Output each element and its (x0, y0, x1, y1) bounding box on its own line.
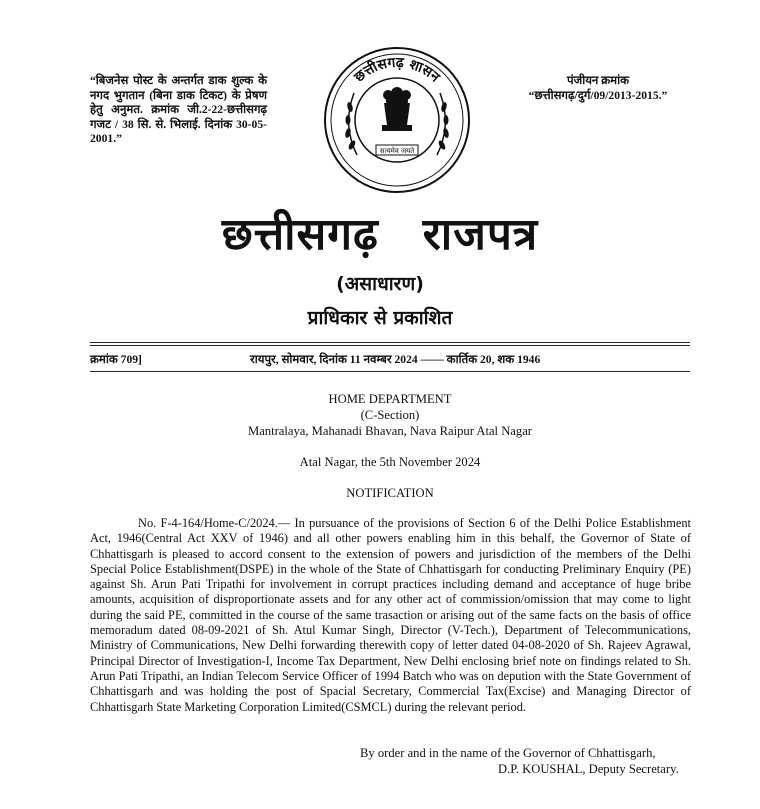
signatory: D.P. KOUSHAL, Deputy Secretary. (498, 762, 679, 776)
issue-place-date: रायपुर, सोमवार, दिनांक 11 नवम्बर 2024 —— कार्तिक 20, शक 1946 (250, 353, 541, 366)
dateline: Atal Nagar, the 5th November 2024 (299, 455, 481, 469)
svg-text:छत्तीसगढ़ शासन (351, 55, 444, 87)
state-emblem-seal (322, 45, 472, 195)
seal-title: छत्तीसगढ़ शासन (351, 54, 443, 86)
gazette-title-word1: छत्तीसगढ़ (221, 209, 379, 260)
top-divider-thin (90, 345, 690, 346)
signoff-line: By order and in the name of the Governor of Chhattisgarh, (360, 746, 656, 760)
postal-permit-note: “बिजनेस पोस्ट के अन्तर्गत डाक शुल्क के नगद भुगतान (बिना डाक टिकट) के प्रेषण हेतु अनुमत. क्रमांक जी.2-22-छत्तीसगढ़ गजट / 38 सि. से. भिलाई. दिनांक 30-05-2001.” (90, 74, 267, 146)
registration-label: पंजीयन क्रमांक (567, 74, 629, 87)
registration-block (508, 74, 688, 103)
bottom-divider (90, 371, 690, 372)
gazette-title (0, 202, 760, 262)
emblem-icon (322, 45, 472, 195)
notification-heading: NOTIFICATION (346, 486, 434, 500)
department-heading: HOME DEPARTMENT (328, 392, 452, 406)
section-heading: (C-Section) (360, 408, 420, 422)
office-address: Mantralaya, Mahanadi Bhavan, Nava Raipur Atal Nagar (248, 424, 532, 438)
gazette-title-word2: राजपत्र (422, 209, 539, 260)
registration-number: “छत्तीसगढ़/दुर्ग/09/2013-2015.” (528, 88, 668, 102)
notification-body: No. F-4-164/Home-C/2024.— In pursuance of the provisions of Section 6 of the Delhi Police Establishment Act, 1946(Central Act XXV of 1946) and all other powers enabling him in this behalf, the Governor of State of Chhattisgarh is pleased to accord consent to the extension of powers and jurisdiction of the members of the Delhi Special Police Establishment(DSPE) in the whole of the State of Chhattisgarh for conducting Preliminary Enquiry (PE) against Sh. Arun Pati Tripathi for involvement in corrupt practices including demand and acceptance of huge bribe amounts, acquisition of disproportionate assets and for any other act of commission/omission that may come to light during the said PE, committed in the course of the same trasaction or arising out of the same facts on the basis of office memoradum dated 08-09-2021 of Sh. Atul Kumar Singh, Director (V-Tech.), Department of Telecommunications, Ministry of Communications, New Delhi forwarding therewith copy of letter dated 04-08-2020 of Sh. Rajeev Agrawal, Principal Director of Investigation-I, Income Tax Department, New Delhi enclosing brief note on findings related to Sh. Arun Pati Tripathi, an Indian Telecom Service Officer of 1994 Batch who was on depution with the State Government of Chhattisgarh and was holding the post of Spacial Secretary, Commercial Tax(Excise) and Managing Director of Chhattisgarh State Marketing Corporation Limited(CSMCL) during the relevant period. (90, 516, 691, 714)
extraordinary-label: (असाधारण) (336, 273, 424, 295)
top-divider (90, 342, 690, 343)
issue-number: क्रमांक 709] (90, 353, 142, 366)
authority-label: प्राधिकार से प्रकाशित (307, 307, 453, 329)
seal-motto: सत्यमेव जयते (379, 147, 415, 155)
